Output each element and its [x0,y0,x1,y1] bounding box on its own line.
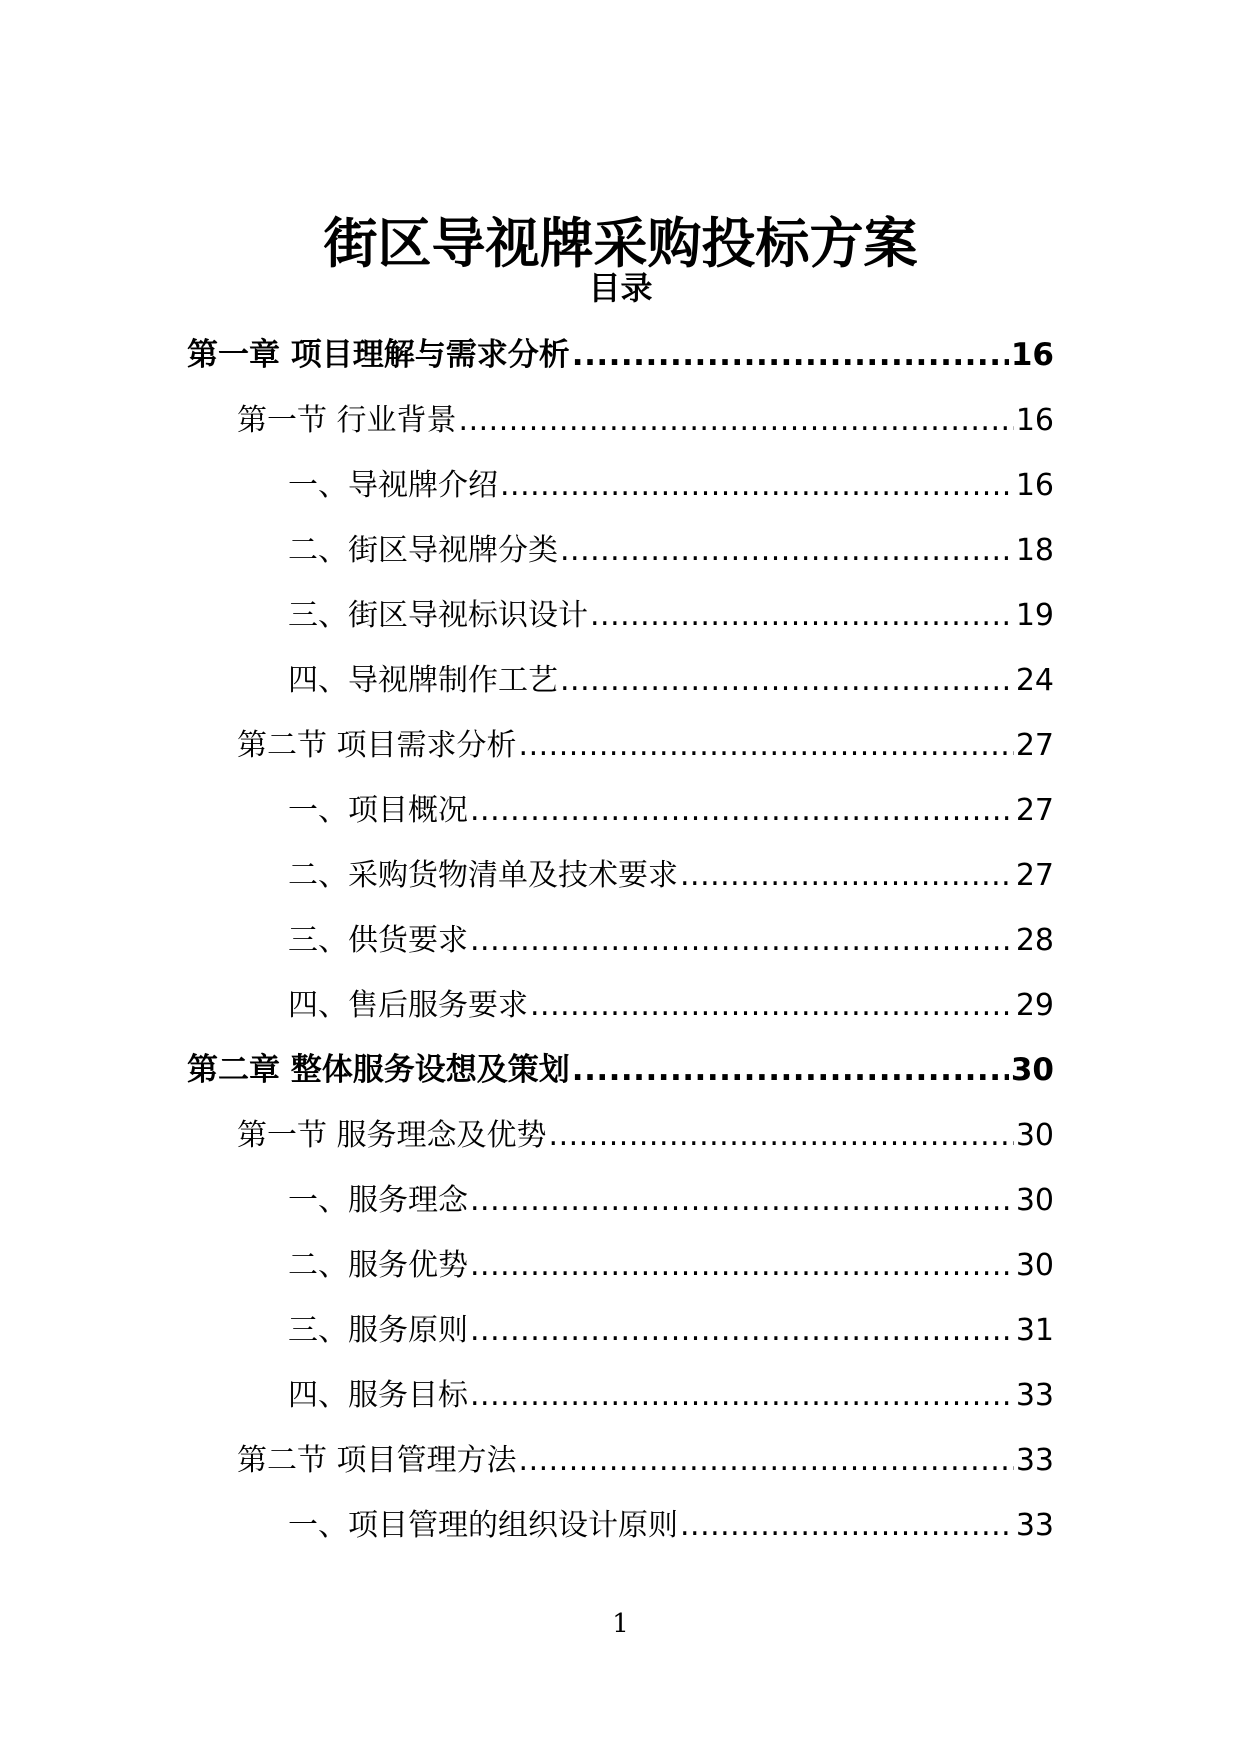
toc-entry-label: 三、街区导视标识设计 [288,598,588,633]
toc-entry[interactable] [0,1168,1241,1233]
toc-entry-page: 31 [1015,1313,1054,1348]
toc-entry-label: 一、服务理念 [288,1183,468,1218]
toc-entry-page: 33 [1015,1508,1054,1543]
toc-entry-label: 第二节 项目管理方法 [237,1443,517,1478]
toc-entry-label: 四、导视牌制作工艺 [288,663,558,698]
toc-entry-page: 30 [1015,1183,1054,1218]
toc-entry-label: 二、服务优势 [288,1248,468,1283]
toc-entry-label: 二、街区导视牌分类 [288,533,558,568]
toc-entry-label: 第一章 项目理解与需求分析 [187,337,570,373]
toc-entry-page: 16 [1015,403,1054,438]
toc-entry[interactable] [0,1363,1241,1428]
document-title: 街区导视牌采购投标方案 [323,212,918,276]
toc-entry-label: 第二章 整体服务设想及策划 [187,1052,570,1088]
toc-dot-leader [470,908,1014,973]
toc-entry-label: 二、采购货物清单及技术要求 [288,858,678,893]
toc-entry[interactable] [0,1038,1241,1103]
toc-dot-leader [470,778,1014,843]
toc-dot-leader [680,843,1014,908]
toc-entry-label: 第二节 项目需求分析 [237,728,517,763]
toc-entry-page: 16 [1010,337,1054,373]
toc-entry-page: 30 [1015,1248,1054,1283]
toc-dot-leader [470,1298,1014,1363]
toc-entry[interactable] [0,1103,1241,1168]
toc-entry[interactable] [0,1298,1241,1363]
toc-entry-label: 四、服务目标 [288,1378,468,1413]
page-number: 1 [612,1609,629,1639]
toc-dot-leader [560,518,1014,583]
toc-dot-leader [549,1103,1014,1168]
toc-entry[interactable] [0,1493,1241,1558]
toc-entry[interactable] [0,323,1241,388]
toc-entry[interactable] [0,518,1241,583]
toc-entry[interactable] [0,1233,1241,1298]
toc-entry-page: 24 [1015,663,1054,698]
toc-dot-leader [572,323,1009,388]
toc-entry-page: 30 [1010,1052,1054,1088]
toc-entry-page: 30 [1015,1118,1054,1153]
toc-entry-page: 33 [1015,1378,1054,1413]
toc-dot-leader [530,973,1014,1038]
toc-heading: 目录 [588,269,653,307]
toc-entry-page: 18 [1015,533,1054,568]
toc-entry-label: 三、供货要求 [288,923,468,958]
toc-dot-leader [519,1428,1014,1493]
toc-entry[interactable] [0,973,1241,1038]
toc-dot-leader [470,1168,1014,1233]
toc-entry[interactable] [0,453,1241,518]
toc-entry-page: 29 [1015,988,1054,1023]
toc-entry[interactable] [0,843,1241,908]
toc-dot-leader [572,1038,1009,1103]
toc-entry-page: 33 [1015,1443,1054,1478]
toc-entry[interactable] [0,648,1241,713]
table-of-contents [0,323,1241,1558]
toc-entry[interactable] [0,1428,1241,1493]
toc-entry-label: 一、项目管理的组织设计原则 [288,1508,678,1543]
toc-entry-label: 一、导视牌介绍 [288,468,498,503]
toc-dot-leader [519,713,1014,778]
toc-dot-leader [470,1233,1014,1298]
toc-entry-label: 一、项目概况 [288,793,468,828]
toc-entry-label: 第一节 服务理念及优势 [237,1118,547,1153]
toc-dot-leader [560,648,1014,713]
toc-entry-label: 第一节 行业背景 [237,403,457,438]
toc-entry[interactable] [0,713,1241,778]
toc-entry[interactable] [0,778,1241,843]
toc-entry[interactable] [0,388,1241,453]
toc-dot-leader [500,453,1014,518]
toc-entry-page: 27 [1015,858,1054,893]
toc-entry-label: 四、售后服务要求 [288,988,528,1023]
toc-entry-page: 16 [1015,468,1054,503]
toc-entry[interactable] [0,908,1241,973]
toc-entry-page: 27 [1015,793,1054,828]
toc-entry-page: 19 [1015,598,1054,633]
toc-dot-leader [590,583,1014,648]
toc-dot-leader [470,1363,1014,1428]
toc-entry[interactable] [0,583,1241,648]
toc-entry-label: 三、服务原则 [288,1313,468,1348]
toc-dot-leader [680,1493,1014,1558]
toc-entry-page: 27 [1015,728,1054,763]
toc-dot-leader [459,388,1014,453]
toc-entry-page: 28 [1015,923,1054,958]
